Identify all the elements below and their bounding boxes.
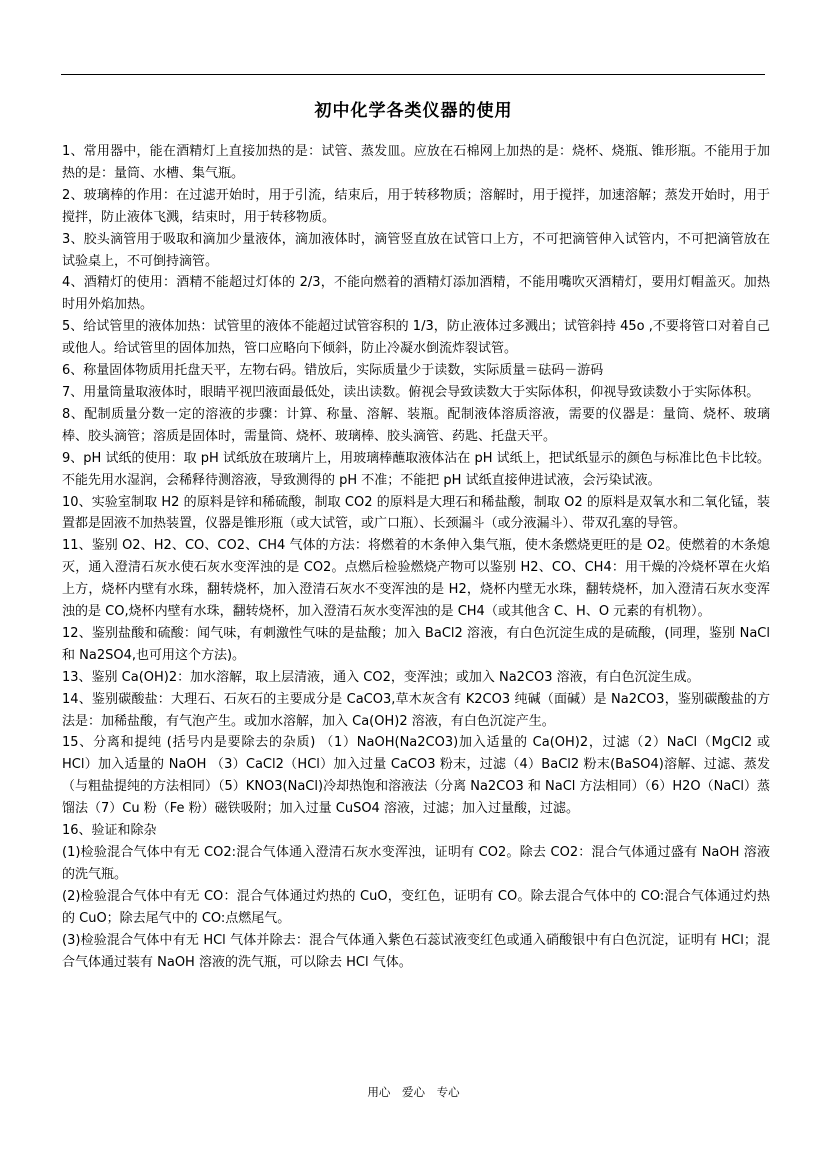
paragraph-16-2: (2)检验混合气体中有无 CO：混合气体通过灼热的 CuO，变红色，证明有 CO。除去混合气体中的 CO:混合气体通过灼热的 CuO；除去尾气中的 CO:点燃尾气。: [62, 888, 770, 926]
paragraph-13: 13、鉴别 Ca(OH)2：加水溶解，取上层清液，通入 CO2，变浑浊；或加入 Na2CO3 溶液，有白色沉淀生成。: [62, 669, 700, 685]
paragraph-7: 7、用量筒量取液体时，眼睛平视凹液面最低处，读出读数。俯视会导致读数大于实际体积，仰视导致读数小于实际体积。: [62, 384, 760, 400]
paragraph-8: 8、配制质量分数一定的溶液的步骤：计算、称量、溶解、装瓶。配制液体溶质溶液，需要的仪器是：量筒、烧杯、玻璃棒、胶头滴管；溶质是固体时，需量筒、烧杯、玻璃棒、胶头滴管、药匙、托盘天平。: [62, 406, 770, 444]
document-body: [62, 141, 770, 973]
paragraph-9: 9、pH 试纸的使用：取 pH 试纸放在玻璃片上，用玻璃棒蘸取液体沾在 pH 试纸上，把试纸显示的颜色与标准比色卡比较。不能先用水湿润，会稀释待测溶液，导致测得的 pH 不准；不能把 pH 试纸直接伸进试液，会污染试液。: [62, 450, 770, 488]
paragraph-1: 1、常用器中，能在酒精灯上直接加热的是：试管、蒸发皿。应放在石棉网上加热的是：烧杯、烧瓶、锥形瓶。不能用于加热的是：量筒、水槽、集气瓶。: [62, 144, 770, 181]
paragraph-15: 15、分离和提纯 (括号内是要除去的杂质) （1）NaOH(Na2CO3)加入适量的 Ca(OH)2，过滤（2）NaCl（MgCl2 或 HCl）加入适量的 NaOH （3）CaCl2（HCl）加入过量 CaCO3 粉末，过滤（4）BaCl2 粉末(BaSO4)溶解、过滤、蒸发（与粗盐提纯的方法相同）（5）KNO3(NaCl)冷却热饱和溶液法（分离 Na2CO3 和 NaCl 方法相同）（6）H2O（NaCl）蒸馏法（7）Cu 粉（Fe 粉）磁铁吸附；加入过量 CuSO4 溶液，过滤；加入过量酸，过滤。: [62, 735, 770, 817]
paragraph-11: 11、鉴别 O2、H2、CO、CO2、CH4 气体的方法：将燃着的木条伸入集气瓶，使木条燃烧更旺的是 O2。使燃着的木条熄灭，通入澄清石灰水使石灰水变浑浊的是 CO2。点燃后检验燃烧产物可以鉴别 H2、CO、CH4：用干燥的冷烧杯罩在火焰上方，烧杯内壁有水珠，翻转烧杯，加入澄清石灰水不变浑浊的是 H2，烧杯内壁无水珠，翻转烧杯，加入澄清石灰水变浑浊的是 CO,烧杯内壁有水珠，翻转烧杯，加入澄清石灰水变浑浊的是 CH4（或其他含 C、H、O 元素的有机物）。: [62, 538, 770, 620]
header-rule: [61, 74, 765, 75]
page-footer: 用心 爱心 专心: [367, 1085, 460, 1099]
paragraph-16-1: (1)检验混合气体中有无 CO2:混合气体通入澄清石灰水变浑浊，证明有 CO2。除去 CO2：混合气体通过盛有 NaOH 溶液的洗气瓶。: [62, 845, 770, 882]
paragraph-2: 2、玻璃棒的作用：在过滤开始时，用于引流，结束后，用于转移物质；溶解时，用于搅拌，加速溶解；蒸发开始时，用于搅拌，防止液体飞溅，结束时，用于转移物质。: [62, 187, 770, 225]
paragraph-3: 3、胶头滴管用于吸取和滴加少量液体，滴加液体时，滴管竖直放在试管口上方，不可把滴管伸入试管内，不可把滴管放在试验桌上，不可倒持滴管。: [62, 231, 770, 269]
paragraph-12: 12、鉴别盐酸和硫酸：闻气味，有刺激性气味的是盐酸；加入 BaCl2 溶液，有白色沉淀生成的是硫酸，(同理，鉴别 NaCl 和 Na2SO4,也可用这个方法)。: [62, 625, 770, 663]
paragraph-6: 6、称量固体物质用托盘天平，左物右码。错放后，实际质量少于读数，实际质量＝砝码－游码: [62, 363, 604, 379]
paragraph-16: 16、验证和除杂: [62, 823, 157, 839]
paragraph-16-3: (3)检验混合气体中有无 HCl 气体并除去：混合气体通入紫色石蕊试液变红色或通入硝酸银中有白色沉淀，证明有 HCl；混合气体通过装有 NaOH 溶液的洗气瓶，可以除去 HCl 气体。: [62, 932, 770, 970]
page-title: 初中化学各类仪器的使用: [314, 101, 513, 122]
paragraph-14: 14、鉴别碳酸盐：大理石、石灰石的主要成分是 CaCO3,草木灰含有 K2CO3 纯碱（面碱）是 Na2CO3，鉴别碳酸盐的方法是：加稀盐酸，有气泡产生。或加水溶解，加入 Ca(OH)2 溶液，有白色沉淀产生。: [62, 691, 770, 729]
paragraph-4: 4、酒精灯的使用：酒精不能超过灯体的 2/3，不能向燃着的酒精灯添加酒精，不能用嘴吹灭酒精灯，要用灯帽盖灭。加热时用外焰加热。: [62, 275, 770, 313]
paragraph-5: 5、给试管里的液体加热：试管里的液体不能超过试管容积的 1/3，防止液体过多溅出；试管斜持 45o ,不要将管口对着自己或他人。给试管里的固体加热，管口应略向下倾斜，防止冷凝水倒流炸裂试管。: [62, 319, 770, 357]
paragraph-10: 10、实验室制取 H2 的原料是锌和稀硫酸，制取 CO2 的原料是大理石和稀盐酸，制取 O2 的原料是双氧水和二氧化锰，装置都是固液不加热装置，仪器是锥形瓶（或大试管，或广口瓶）、长颈漏斗（或分液漏斗）、带双孔塞的导管。: [62, 494, 770, 532]
